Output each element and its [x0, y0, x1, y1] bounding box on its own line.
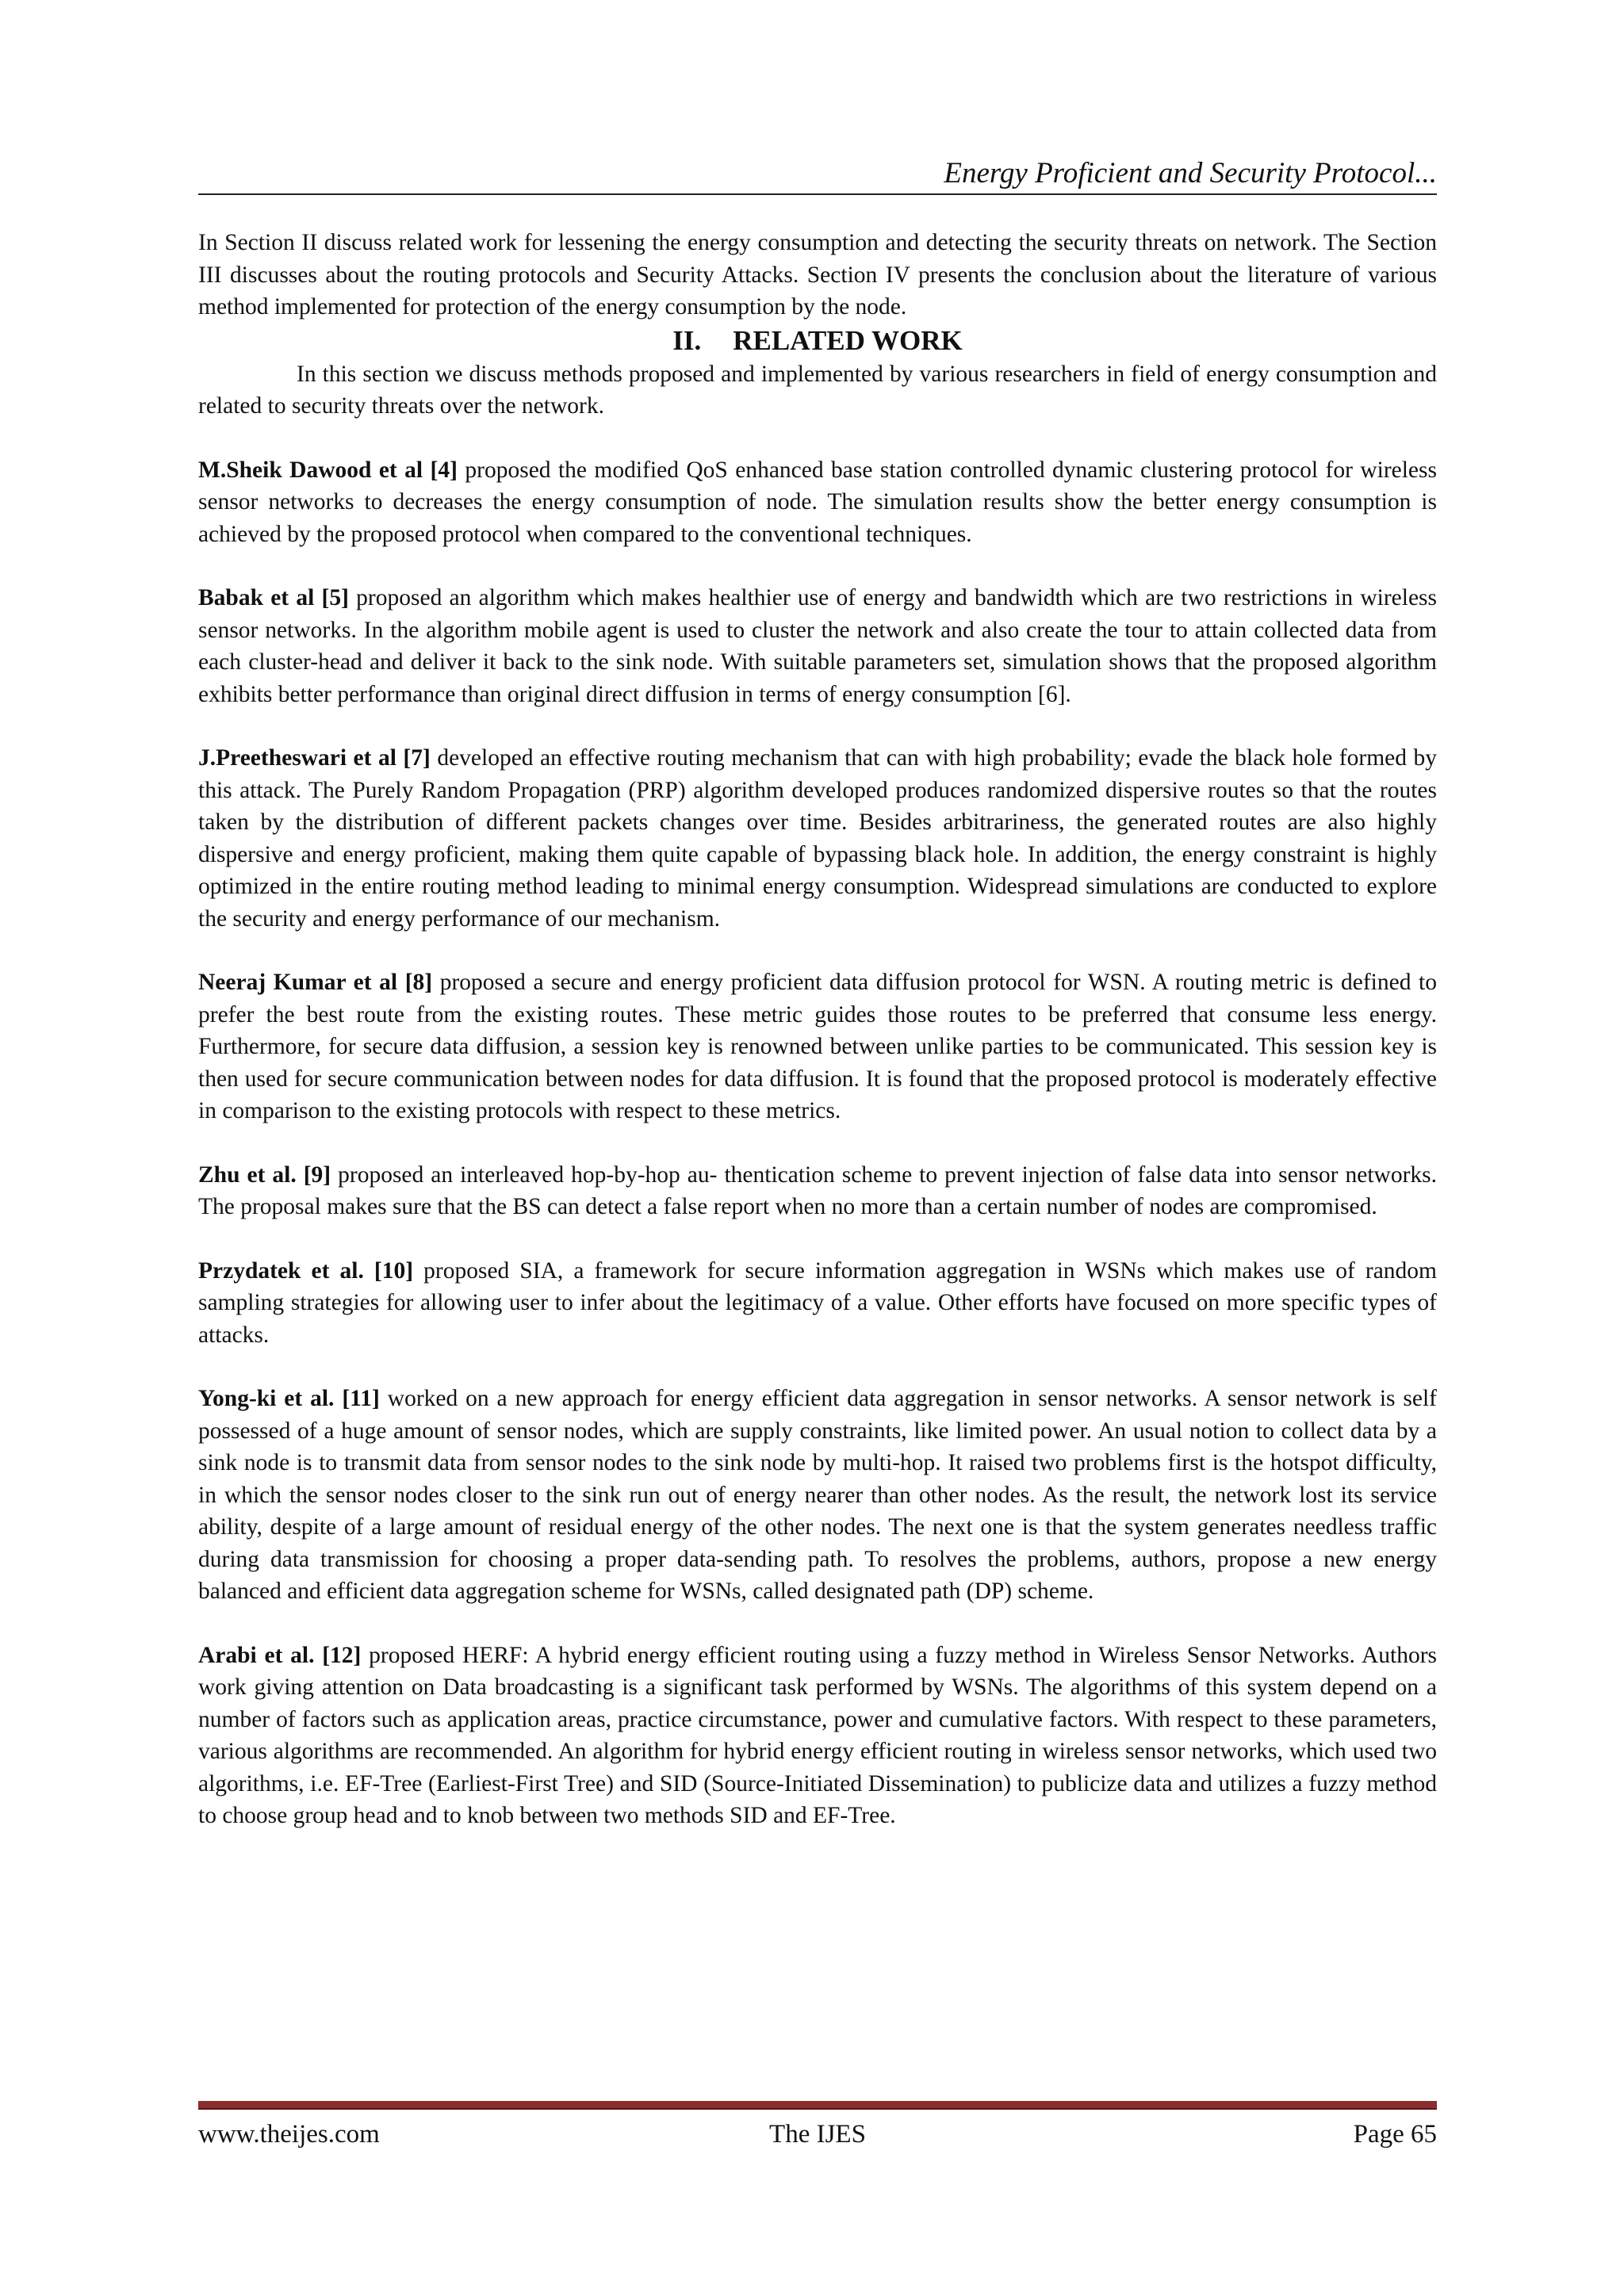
section-number: II.: [672, 324, 702, 356]
paragraph-text: proposed SIA, a framework for secure information aggregation in WSNs which makes use of random sampling strategies for allowing user to infer about the legitimacy of a value. Other efforts have focused on more specific types of attacks.: [198, 1257, 1437, 1348]
document-body: [198, 227, 1437, 1832]
related-work-paragraph: [198, 1159, 1437, 1223]
section-lead-paragraph: In this section we discuss methods proposed and implemented by various researchers in field of energy consumption and related to security threats over the network.: [198, 361, 1437, 419]
paragraph-text: proposed an algorithm which makes healthier use of energy and bandwidth which are two restrictions in wireless sensor networks. In the algorithm mobile agent is used to cluster the network and also create the tour to attain collected data from each cluster-head and deliver it back to the sink node. With suitable parameters set, simulation shows that the proposed algorithm exhibits better performance than original direct diffusion in terms of energy consumption [6].: [198, 585, 1438, 707]
paragraph-text: proposed an interleaved hop-by-hop au- thentication scheme to prevent injection of false data into sensor networks. The proposal makes sure that the BS can detect a false report when no more than a certain number of nodes are compromised.: [198, 1161, 1437, 1219]
related-work-paragraph: [198, 582, 1437, 710]
paragraph-text: proposed HERF: A hybrid energy efficient routing using a fuzzy method in Wireless Sensor Networks. Authors work giving attention on Data broadcasting is a significant task performed by WSNs. The algorithms of this system depend on a number of factors such as application areas, practice circumstance, power and cumulative factors. With respect to these parameters, various algorithms are recommended. An algorithm for hybrid energy efficient routing in wireless sensor networks, which used two algorithms, i.e. EF-Tree (Earliest-First Tree) and SID (Source-Initiated Dissemination) to publicize data and utilizes a fuzzy method to choose group head and to knob between two methods SID and EF-Tree.: [198, 1642, 1437, 1828]
paragraph-author: Babak et al [5]: [198, 585, 349, 610]
section-title: RELATED WORK: [733, 324, 963, 356]
section-heading: [198, 323, 1437, 358]
paragraph-author: M.Sheik Dawood et al [4]: [198, 457, 458, 483]
related-work-paragraph: [198, 1383, 1437, 1608]
paragraph-text: worked on a new approach for energy efficient data aggregation in sensor networks. A sensor network is self possessed of a huge amount of sensor nodes, which are supply constraints, like limited power. An usual notion to collect data by a sink node is to transmit data from sensor nodes to the sink node by multi-hop. It raised two problems first is the hotspot difficulty, in which the sensor nodes closer to the sink run out of energy nearer than other nodes. As the result, the network lost its service ability, despite of a large amount of residual energy of the other nodes. The next one is that the system generates needless traffic during data transmission for choosing a proper data-sending path. To resolves the problems, authors, propose a new energy balanced and efficient data aggregation scheme for WSNs, called designated path (DP) scheme.: [198, 1386, 1438, 1604]
document-page: [198, 0, 1437, 2296]
footer-page-number: Page 65: [1353, 2120, 1437, 2149]
paragraph-author: Yong-ki et al. [11]: [198, 1386, 380, 1411]
header-rule: [198, 193, 1437, 195]
paragraph-text: developed an effective routing mechanism that can with high probability; evade the black hole formed by this attack. The Purely Random Propagation (PRP) algorithm developed produces randomized dispersive routes so that the routes taken by the distribution of different packets changes over time. Besides arbitrariness, the generated routes are also highly dispersive and energy proficient, making them quite capable of bypassing black hole. In addition, the energy constraint is highly optimized in the entire routing method leading to minimal energy consumption. Widespread simulations are conducted to explore the security and energy performance of our mechanism.: [198, 745, 1437, 932]
page-footer: [198, 2117, 1437, 2152]
paragraph-text: proposed a secure and energy proficient data diffusion protocol for WSN. A routing metric is defined to prefer the best route from the existing routes. These metric guides those routes to be preferred that consume less energy. Furthermore, for secure data diffusion, a session key is renowned between unlike parties to be communicated. This session key is then used for secure communication between nodes for data diffusion. It is found that the proposed protocol is moderately effective in comparison to the existing protocols with respect to these metrics.: [198, 970, 1438, 1123]
footer-rule: [198, 2101, 1437, 2110]
paragraph-author: Zhu et al. [9]: [198, 1161, 331, 1188]
related-work-paragraph: [198, 454, 1437, 551]
related-work-paragraph: [198, 1255, 1437, 1352]
intro-paragraph: In Section II discuss related work for lessening the energy consumption and detecting the security threats on network. The Section III discusses about the routing protocols and Security Attacks. Section IV presents the conclusion about the literature of various method implemented for protection of the energy consumption by the node.: [198, 230, 1437, 320]
paragraph-author: Neeraj Kumar et al [8]: [198, 970, 433, 995]
footer-journal-name: The IJES: [769, 2120, 866, 2149]
paragraph-author: Przydatek et al. [10]: [198, 1257, 414, 1284]
related-work-paragraph: [198, 966, 1437, 1127]
footer-website-link[interactable]: www.theijes.com: [198, 2120, 380, 2149]
running-header: Energy Proficient and Security Protocol...: [944, 157, 1437, 189]
paragraph-author: J.Preetheswari et al [7]: [198, 745, 431, 771]
paragraph-text: proposed the modified QoS enhanced base station controlled dynamic clustering protocol for wireless sensor networks to decreases the energy consumption of node. The simulation results show the better energy consumption is achieved by the proposed protocol when compared to the conventional techniques.: [198, 457, 1437, 547]
related-work-paragraph: [198, 742, 1437, 935]
related-work-paragraph: [198, 1640, 1437, 1832]
paragraph-author: Arabi et al. [12]: [198, 1642, 362, 1668]
